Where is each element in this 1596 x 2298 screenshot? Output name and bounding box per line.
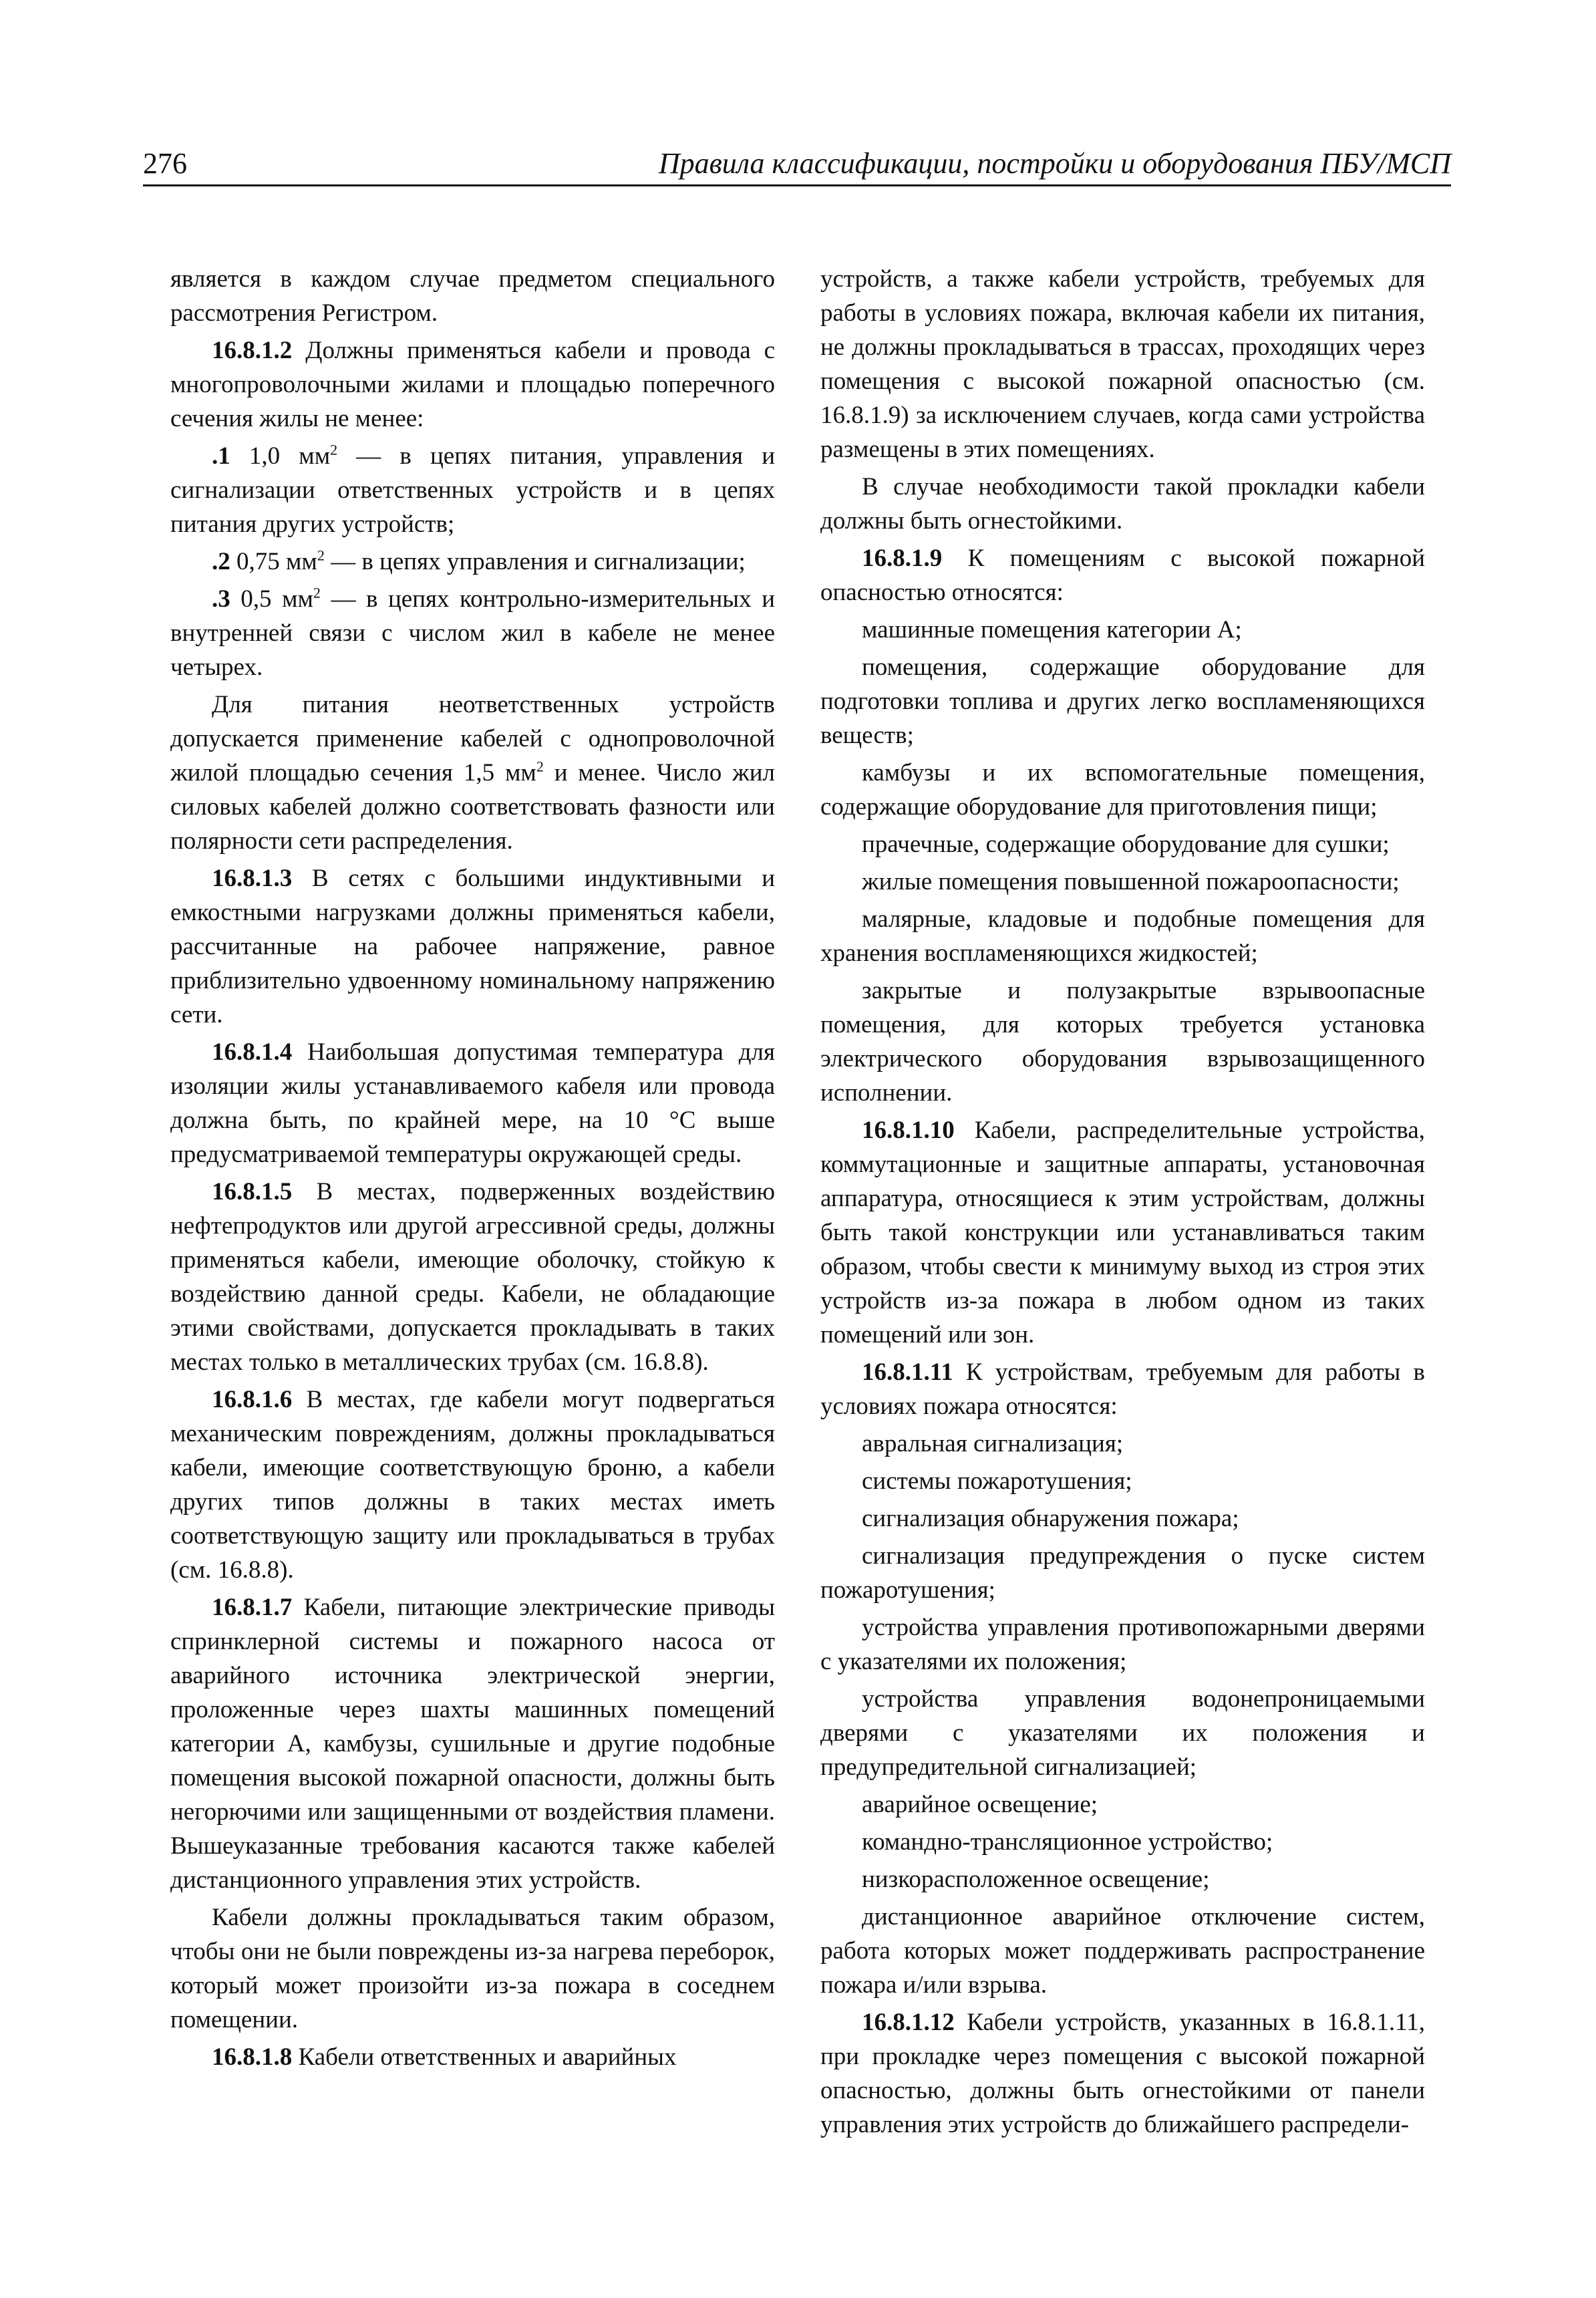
list-item: жилые помещения повышенной пожароопасности;: [862, 868, 1400, 895]
section-number: 16.8.1.3: [212, 865, 293, 892]
page-number: 276: [143, 147, 187, 180]
list-item: сигнализация обнаружения пожара;: [862, 1505, 1239, 1532]
paragraph: устройств, а также кабели устройств, требуемых для работы в условиях пожара, включая кабели их питания, не должны прокладываться в трассах, проходящих через помещения с высокой пожарной опасностью (см. 16.8.1.9) за исключением случаев, когда сами устройства размещены в этих помещениях.: [820, 265, 1425, 463]
running-header: [143, 144, 1451, 186]
item-number: .3: [212, 585, 230, 613]
list-item: аварийное освещение;: [862, 1791, 1098, 1818]
section-number: 16.8.1.7: [212, 1594, 293, 1621]
section-number: 16.8.1.6: [212, 1386, 293, 1413]
section-number: 16.8.1.12: [862, 2009, 955, 2036]
list-item: системы пожаротушения;: [862, 1467, 1132, 1495]
section-number: 16.8.1.8: [212, 2043, 293, 2071]
list-item: камбузы и их вспомогательные помещения, содержащие оборудование для приготовления пищи;: [820, 759, 1425, 821]
section-number: 16.8.1.2: [212, 337, 293, 364]
paragraph: Для питания неответственных устройств допускается применение кабелей с однопроволочной жилой площадью сечения 1,5 $мм^2$ и менее. Число жил силовых кабелей должно соответствовать фазности или полярности сети распределения.: [170, 691, 775, 855]
item-number: .2: [212, 548, 230, 575]
section-16-8-1-7: 16.8.1.7 Кабели, питающие электрические приводы спринклерной системы и пожарного насоса от аварийного источника электрической энергии, проложенные через шахты машинных помещений категории А, камбузы, сушильные и другие подобные помещения высокой пожарной опасности, должны быть негорючими или защищенными от воздействия пламени. Вышеуказанные требования касаются также кабелей дистанционного управления этих устройств.: [170, 1594, 775, 1894]
section-16-8-1-3: 16.8.1.3 В сетях с большими индуктивными и емкостными нагрузками должны применяться кабели, рассчитанные на рабочее напряжение, равное приблизительно удвоенному номинальному напряжению сети.: [170, 865, 775, 1028]
section-16-8-1-2: 16.8.1.2 Должны применяться кабели и провода с многопроволочными жилами и площадью поперечного сечения жилы не менее:: [170, 337, 775, 432]
section-16-8-1-5: 16.8.1.5 В местах, подверженных воздействию нефтепродуктов или другой агрессивной среды, должны применяться кабели, имеющие оболочку, стойкую к воздействию данной среды. Кабели, не обладающие этими свойствами, допускается прокладывать в таких местах только в металлических трубах (см. 16.8.8).: [170, 1178, 775, 1376]
list-item: машинные помещения категории А;: [862, 616, 1242, 643]
list-item: сигнализация предупреждения о пуске систем пожаротушения;: [820, 1542, 1425, 1604]
list-item: малярные, кладовые и подобные помещения для хранения воспламеняющихся жидкостей;: [820, 905, 1425, 967]
list-item: устройства управления противопожарными дверями с указателями их положения;: [820, 1614, 1425, 1675]
section-16-8-1-11: 16.8.1.11 К устройствам, требуемым для работы в условиях пожара относятся:: [820, 1358, 1425, 1420]
list-item: командно-трансляционное устройство;: [862, 1828, 1273, 1856]
running-title: Правила классификации, постройки и оборудования ПБУ/МСП: [658, 147, 1451, 180]
section-number: 16.8.1.4: [212, 1038, 293, 1066]
section-16-8-1-8: 16.8.1.8 Кабели ответственных и аварийных: [212, 2043, 677, 2071]
paragraph: является в каждом случае предметом специального рассмотрения Регистром.: [170, 265, 775, 327]
list-item: закрытые и полузакрытые взрывоопасные помещения, для которых требуется установка электрического оборудования взрывозащищенного исполнении.: [820, 977, 1425, 1107]
list-item: авральная сигнализация;: [862, 1430, 1124, 1457]
right-column: [820, 262, 1425, 2145]
paragraph: Кабели должны прокладываться таким образом, чтобы они не были повреждены из-за нагрева переборок, который может произойти из-за пожара в соседнем помещении.: [170, 1904, 775, 2033]
section-16-8-1-12: 16.8.1.12 Кабели устройств, указанных в 16.8.1.11, при прокладке через помещения с высокой пожарной опасностью, должны быть огнестойкими от панели управления этих устройств до ближайшего распредели-: [820, 2009, 1425, 2138]
list-item-1: .1 1,0 $мм^2$ — в цепях питания, управления и сигнализации ответственных устройств и в цепях питания других устройств;: [170, 441, 775, 538]
section-16-8-1-6: 16.8.1.6 В местах, где кабели могут подвергаться механическим повреждениям, должны прокладываться кабели, имеющие соответствующую броню, а кабели других типов должны в таких местах иметь соответствующую защиту или прокладываться в трубах (см. 16.8.8).: [170, 1386, 775, 1584]
list-item: прачечные, содержащие оборудование для сушки;: [862, 831, 1390, 858]
list-item-3: .3 0,5 $мм^2$ — в цепях контрольно-измерительных и внутренней связи с числом жил в кабеле не менее четырех.: [170, 584, 775, 681]
section-16-8-1-10: 16.8.1.10 Кабели, распределительные устройства, коммутационные и защитные аппараты, установочная аппаратура, относящиеся к этим устройствам, должны быть такой конструкции или устанавливаться таким образом, чтобы свести к минимуму выход из строя этих устройств из-за пожара в любом одном из таких помещений или зон.: [820, 1117, 1425, 1348]
list-item: помещения, содержащие оборудование для подготовки топлива и других легко воспламеняющихся веществ;: [820, 654, 1425, 749]
list-item: низкорасположенное освещение;: [862, 1866, 1210, 1893]
list-item-2: .2 0,75 $мм^2$ — в цепях управления и сигнализации;: [212, 547, 746, 575]
section-16-8-1-4: 16.8.1.4 Наибольшая допустимая температура для изоляции жилы устанавливаемого кабеля или провода должна быть, по крайней мере, на 10 °С выше предусматриваемой температуры окружающей среды.: [170, 1038, 775, 1168]
section-number: 16.8.1.11: [862, 1358, 953, 1386]
list-item: устройства управления водонепроницаемыми дверями с указателями их положения и предупредительной сигнализацией;: [820, 1685, 1425, 1781]
paragraph: В случае необходимости такой прокладки кабели должны быть огнестойкими.: [820, 473, 1425, 535]
section-number: 16.8.1.5: [212, 1178, 293, 1205]
list-item: дистанционное аварийное отключение систем, работа которых может поддерживать распространение пожара и/или взрыва.: [820, 1903, 1425, 1999]
section-16-8-1-9: 16.8.1.9 К помещениям с высокой пожарной опасностью относятся:: [820, 545, 1425, 606]
section-number: 16.8.1.9: [862, 545, 943, 572]
item-number: .1: [212, 442, 230, 470]
left-column: [170, 262, 775, 2077]
section-number: 16.8.1.10: [862, 1117, 955, 1144]
